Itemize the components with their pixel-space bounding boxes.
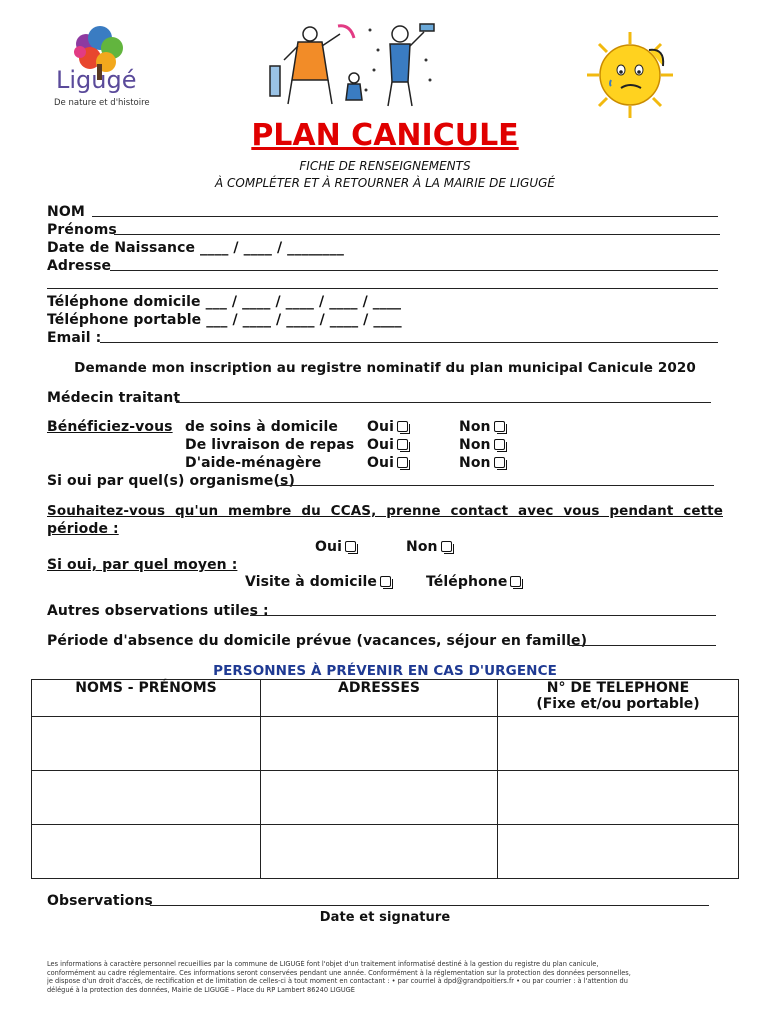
logo-tagline: De nature et d'histoire: [54, 98, 150, 108]
souhaitez-question-cont: période :: [47, 521, 119, 537]
oui-label: Oui: [315, 539, 342, 555]
observations-field[interactable]: [150, 905, 709, 906]
urgence-title: PERSONNES À PRÉVENIR EN CAS D'URGENCE: [213, 663, 557, 679]
table-header-row: [32, 680, 739, 717]
nom-field[interactable]: [92, 216, 718, 217]
cell-nom[interactable]: [32, 771, 261, 825]
telephone-checkbox[interactable]: [426, 574, 521, 590]
service-soins: de soins à domicile: [185, 419, 338, 435]
cell-telephone[interactable]: [498, 717, 739, 771]
cell-adresse[interactable]: [261, 717, 498, 771]
periode-absence-field[interactable]: [569, 645, 716, 646]
service-aide-menagere: D'aide-ménagère: [185, 455, 322, 471]
prenoms-field[interactable]: [114, 234, 720, 235]
ligue-logo: [50, 22, 150, 112]
urgence-table: [31, 679, 739, 879]
footer-legal-text: [47, 960, 723, 994]
souhaitez-oui-checkbox[interactable]: [315, 539, 356, 555]
visite-label: Visite à domicile: [245, 574, 378, 590]
telephone-label: Téléphone: [426, 574, 508, 590]
souhaitez-question: Souhaitez-vous qu'un membre du CCAS, prenne contact avec vous pendant cette: [47, 503, 723, 519]
checkbox-icon[interactable]: [494, 439, 505, 450]
subtitle-retour: À COMPLÉTER ET À RETOURNER À LA MAIRIE DE LIGUGÉ: [215, 176, 555, 190]
checkbox-icon[interactable]: [510, 576, 521, 587]
autres-observations-field[interactable]: [250, 615, 716, 616]
visite-domicile-checkbox[interactable]: [245, 574, 391, 590]
organisme-label: Si oui par quel(s) organisme(s): [47, 473, 295, 489]
email-field[interactable]: [100, 342, 718, 343]
non-soins-checkbox[interactable]: [459, 419, 505, 435]
checkbox-icon[interactable]: [441, 541, 452, 552]
non-label: Non: [459, 419, 491, 435]
date-signature-label: Date et signature: [319, 910, 451, 925]
oui-label: Oui: [367, 455, 394, 471]
cell-telephone[interactable]: [498, 771, 739, 825]
table-row: [32, 771, 739, 825]
cell-adresse[interactable]: [261, 771, 498, 825]
page-title: PLAN CANICULE: [251, 118, 519, 153]
checkbox-icon[interactable]: [494, 421, 505, 432]
oui-repas-checkbox[interactable]: [367, 437, 408, 453]
col-telephone: [498, 680, 739, 717]
oui-label: Oui: [367, 419, 394, 435]
table-row: [32, 717, 739, 771]
cell-telephone[interactable]: [498, 825, 739, 879]
moyen-label: Si oui, par quel moyen :: [47, 557, 238, 573]
col-telephone-sub: (Fixe et/ou portable): [536, 696, 700, 712]
non-label: Non: [406, 539, 438, 555]
beneficiez-label: Bénéficiez-vous: [47, 419, 173, 435]
footer-line: je dispose d'un droit d'accès, de rectification et de limitation de celles-ci à tout moment en contactant : • par courriel à dpd@grandpoitiers.fr • ou par courrier : à l'attention du: [47, 977, 628, 985]
prenoms-label: Prénoms: [47, 222, 117, 238]
sweating-sun-illustration: [585, 30, 675, 120]
cell-adresse[interactable]: [261, 825, 498, 879]
checkbox-icon[interactable]: [397, 457, 408, 468]
oui-aide-checkbox[interactable]: [367, 455, 408, 471]
cell-nom[interactable]: [32, 717, 261, 771]
footer-line: délégué à la protection des données, Mairie de LIGUGÉ – Place du RP Lambert 86240 LIGUGÉ: [47, 985, 355, 994]
heat-people-illustration: [258, 20, 438, 110]
email-label: Email :: [47, 330, 102, 346]
table-row: [32, 825, 739, 879]
adresse-field[interactable]: [110, 270, 718, 271]
organisme-field[interactable]: [278, 485, 714, 486]
non-label: Non: [459, 437, 491, 453]
demande-inscription: Demande mon inscription au registre nominatif du plan municipal Canicule 2020: [74, 360, 696, 376]
logo-name: Ligugé: [56, 66, 137, 94]
cell-nom[interactable]: [32, 825, 261, 879]
autres-observations-label: Autres observations utiles :: [47, 603, 269, 619]
col-adresses: ADRESSES: [261, 680, 498, 717]
checkbox-icon[interactable]: [345, 541, 356, 552]
adresse-field-2[interactable]: [47, 288, 718, 289]
oui-label: Oui: [367, 437, 394, 453]
footer-line: Les informations à caractère personnel recueillies par la commune de LIGUGÉ font l'objet d'un traitement informatisé destiné à la gestion du registre du plan canicule,: [47, 960, 599, 968]
checkbox-icon[interactable]: [397, 439, 408, 450]
telephone-portable-label[interactable]: Téléphone portable ___ / ____ / ____ / ____ / ____: [47, 312, 402, 328]
adresse-label: Adresse: [47, 258, 112, 274]
nom-label: NOM: [47, 204, 85, 220]
non-repas-checkbox[interactable]: [459, 437, 505, 453]
subtitle-fiche: FICHE DE RENSEIGNEMENTS: [299, 159, 471, 173]
checkbox-icon[interactable]: [494, 457, 505, 468]
telephone-domicile-label[interactable]: Téléphone domicile ___ / ____ / ____ / ____ / ____: [47, 294, 402, 310]
col-telephone-label: N° DE TELEPHONE: [546, 680, 690, 696]
souhaitez-non-checkbox[interactable]: [406, 539, 452, 555]
non-aide-checkbox[interactable]: [459, 455, 505, 471]
oui-soins-checkbox[interactable]: [367, 419, 408, 435]
medecin-label: Médecin traitant: [47, 390, 181, 406]
observations-label: Observations: [47, 893, 153, 909]
checkbox-icon[interactable]: [397, 421, 408, 432]
date-naissance-label[interactable]: Date de Naissance ____ / ____ / ________: [47, 240, 344, 256]
col-noms-prenoms: NOMS - PRÉNOMS: [32, 680, 261, 717]
footer-line: conformément au cadre réglementaire. Ces informations seront conservées pendant une année. Conformément à la réglementation sur la protection des données personnelles,: [47, 968, 631, 977]
medecin-field[interactable]: [176, 402, 711, 403]
service-repas: De livraison de repas: [185, 437, 355, 453]
checkbox-icon[interactable]: [380, 576, 391, 587]
periode-absence-label: Période d'absence du domicile prévue (vacances, séjour en famille): [47, 633, 588, 649]
non-label: Non: [459, 455, 491, 471]
